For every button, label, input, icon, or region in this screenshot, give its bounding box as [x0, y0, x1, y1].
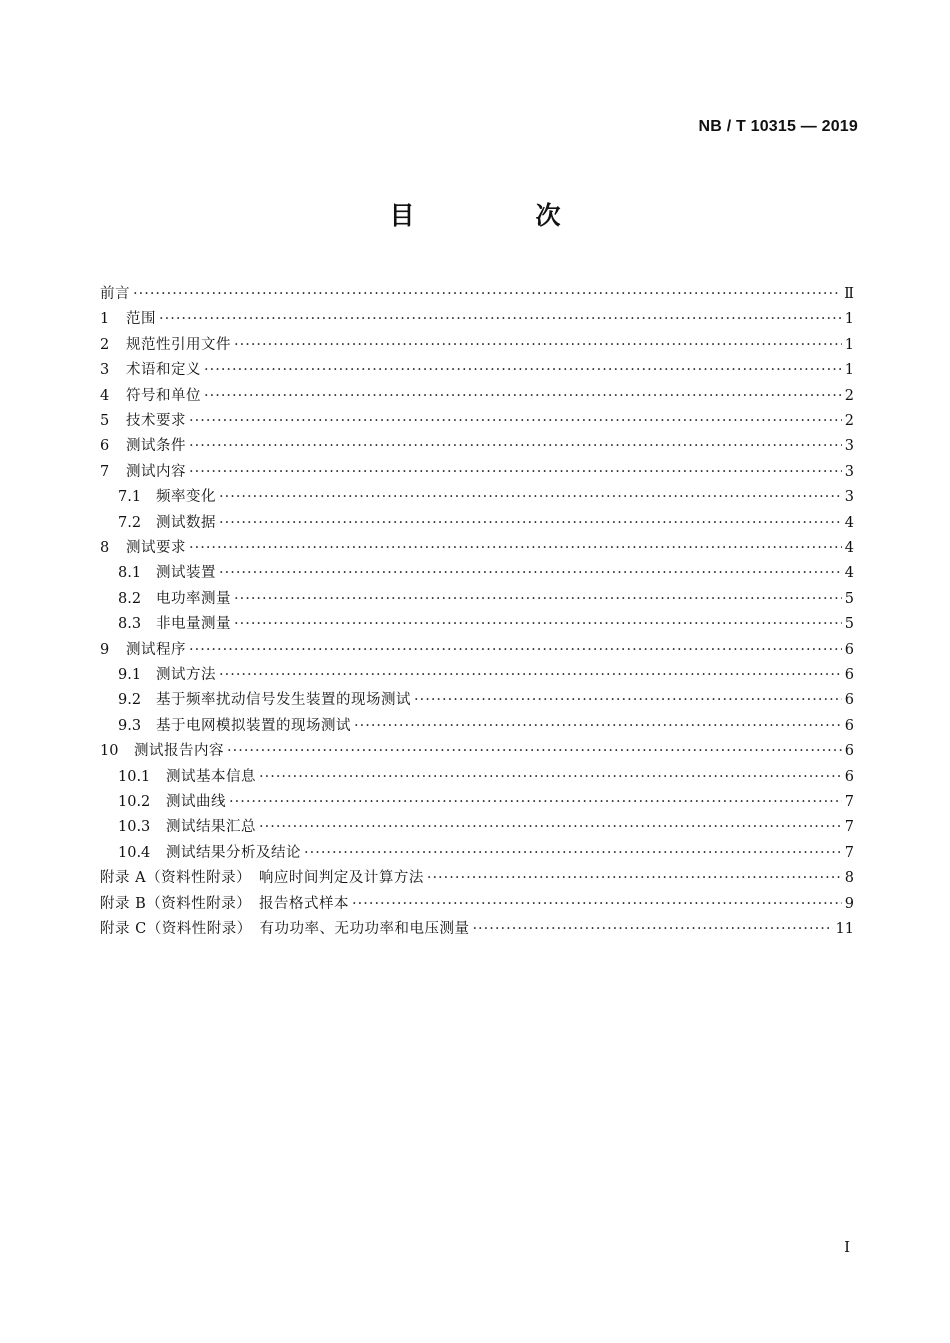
toc-leader-dots	[219, 515, 842, 531]
toc-entry-page: 6	[844, 768, 854, 785]
toc-leader-dots	[189, 540, 842, 556]
toc-entry[interactable]	[100, 587, 854, 609]
toc-leader-dots	[352, 896, 842, 912]
toc-leader-dots	[259, 819, 842, 835]
toc-entry-page: 7	[844, 819, 854, 836]
toc-leader-dots	[427, 870, 842, 886]
toc-entry-page: Ⅱ	[844, 286, 854, 302]
toc-entry-label: 范围	[126, 311, 156, 328]
toc-entry-page: 3	[844, 438, 854, 455]
toc-entry-page: 11	[835, 921, 854, 937]
toc-entry-label: 测试曲线	[166, 794, 226, 810]
toc-entry[interactable]	[100, 307, 854, 329]
toc-entry[interactable]	[100, 434, 854, 456]
toc-entry-page: 6	[844, 641, 854, 658]
toc-entry-number: 5	[100, 413, 110, 429]
toc-entry[interactable]	[100, 282, 854, 304]
toc-leader-dots	[234, 616, 842, 632]
toc-entry-label: 电功率测量	[156, 590, 231, 607]
toc-entry[interactable]	[100, 460, 854, 482]
toc-entry-number: 10.1	[118, 768, 151, 785]
toc-entry-number: 10.4	[118, 844, 151, 861]
toc-entry-page: 6	[844, 667, 854, 683]
toc-entry[interactable]	[100, 739, 854, 761]
toc-entry-number: 6	[100, 438, 110, 455]
toc-entry-number: 9	[100, 641, 110, 658]
toc-entry-label: 基于频率扰动信号发生装置的现场测试	[156, 692, 411, 709]
toc-entry-number: 1	[100, 311, 110, 328]
page-number: I	[844, 1238, 850, 1256]
toc-entry[interactable]	[100, 409, 854, 431]
toc-entry-label: 术语和定义	[126, 362, 201, 379]
toc-entry[interactable]	[100, 866, 854, 888]
toc-entry-page: 7	[844, 794, 854, 810]
toc-entry-label: 测试报告内容	[134, 743, 224, 760]
toc-entry-number: 8	[100, 540, 110, 556]
toc-leader-dots	[189, 413, 842, 429]
toc-leader-dots	[133, 286, 841, 302]
toc-entry-label: 基于电网模拟装置的现场测试	[156, 717, 351, 734]
toc-entry[interactable]	[100, 638, 854, 660]
toc-entry-number: 7	[100, 463, 110, 480]
toc-entry-page: 1	[844, 362, 854, 379]
toc-entry-label: 测试数据	[156, 514, 216, 531]
toc-entry-page: 2	[844, 387, 854, 404]
toc-entry-label: 附录 A（资料性附录） 响应时间判定及计算方法	[100, 870, 424, 887]
toc-leader-dots	[219, 489, 842, 505]
toc-entry-page: 5	[844, 616, 854, 633]
toc-entry-label: 频率变化	[156, 489, 216, 506]
toc-entry[interactable]	[100, 358, 854, 380]
page-title: 目 次	[389, 201, 609, 230]
toc-entry[interactable]	[100, 688, 854, 710]
toc-leader-dots	[414, 692, 842, 708]
toc-leader-dots	[354, 718, 842, 734]
toc-entry-label: 技术要求	[126, 413, 186, 429]
toc-entry-label: 测试装置	[156, 565, 216, 582]
toc-entry[interactable]	[100, 815, 854, 837]
toc-entry-label: 测试内容	[126, 463, 186, 480]
toc-entry[interactable]	[100, 841, 854, 863]
toc-entry[interactable]	[100, 485, 854, 507]
standard-number: NB / T 10315 — 2019	[698, 118, 858, 135]
toc-entry-label: 测试条件	[126, 438, 186, 455]
toc-entry[interactable]	[100, 790, 854, 812]
toc-entry-number: 8.3	[118, 616, 142, 633]
toc-entry-number: 9.1	[118, 667, 142, 683]
toc-entry[interactable]	[100, 536, 854, 558]
toc-entry[interactable]	[100, 917, 854, 939]
toc-entry-number: 10.3	[118, 819, 151, 836]
toc-entry[interactable]	[100, 612, 854, 634]
toc-entry-label: 测试基本信息	[166, 768, 256, 785]
toc-entry-number: 9.3	[118, 717, 142, 734]
toc-entry-page: 9	[844, 895, 854, 912]
toc-entry-page: 1	[844, 336, 854, 353]
toc-entry-page: 3	[844, 463, 854, 480]
toc-entry-label: 附录 C（资料性附录） 有功功率、无功功率和电压测量	[100, 921, 470, 937]
toc-entry[interactable]	[100, 892, 854, 914]
toc-entry-page: 2	[844, 413, 854, 429]
toc-entry-label: 前言	[100, 286, 130, 302]
toc-entry-label: 测试要求	[126, 540, 186, 556]
toc-entry-page: 6	[844, 692, 854, 709]
toc-entry-number: 7.2	[118, 514, 142, 531]
toc-entry[interactable]	[100, 663, 854, 685]
toc-entry-number: 8.1	[118, 565, 142, 582]
toc-leader-dots	[159, 311, 842, 327]
toc-entry-label: 测试程序	[126, 641, 186, 658]
toc-leader-dots	[204, 388, 842, 404]
toc-entry[interactable]	[100, 511, 854, 533]
toc-entry-number: 8.2	[118, 590, 142, 607]
toc-entry-page: 4	[844, 514, 854, 531]
toc-leader-dots	[472, 921, 832, 937]
toc-entry-label: 符号和单位	[126, 387, 201, 404]
toc-leader-dots	[304, 845, 842, 861]
toc-entry-number: 10	[100, 743, 119, 760]
toc-leader-dots	[204, 362, 842, 378]
toc-leader-dots	[219, 667, 842, 683]
toc-entry-label: 测试结果分析及结论	[166, 844, 301, 861]
toc-entry[interactable]	[100, 714, 854, 736]
toc-entry-page: 5	[844, 590, 854, 607]
toc-leader-dots	[189, 642, 842, 658]
toc-entry-page: 4	[844, 565, 854, 582]
toc-leader-dots	[229, 794, 842, 810]
toc-entry-label: 附录 B（资料性附录） 报告格式样本	[100, 895, 350, 912]
toc-entry-label: 测试结果汇总	[166, 819, 256, 836]
toc-entry[interactable]	[100, 333, 854, 355]
toc-entry-number: 7.1	[118, 489, 142, 506]
toc-entry-page: 4	[844, 540, 854, 556]
toc-leader-dots	[189, 438, 842, 454]
toc-leader-dots	[219, 565, 842, 581]
toc-leader-dots	[189, 464, 842, 480]
toc-leader-dots	[259, 769, 842, 785]
toc-entry-page: 6	[844, 717, 854, 734]
toc-entry-label: 规范性引用文件	[126, 336, 231, 353]
toc-entry-page: 8	[844, 870, 854, 887]
toc-entry[interactable]	[100, 765, 854, 787]
toc-entry-page: 6	[844, 743, 854, 760]
toc-leader-dots	[234, 337, 842, 353]
toc-leader-dots	[227, 743, 842, 759]
toc-entry-number: 3	[100, 362, 110, 379]
toc-entry-page: 7	[844, 844, 854, 861]
toc-entry-page: 1	[844, 311, 854, 328]
toc-leader-dots	[234, 591, 842, 607]
toc-entry[interactable]	[100, 561, 854, 583]
toc-entry-page: 3	[844, 489, 854, 506]
toc-entry-number: 2	[100, 336, 110, 353]
toc-entry-number: 9.2	[118, 692, 142, 709]
toc-entry-label: 非电量测量	[156, 616, 231, 633]
toc-entry-number: 10.2	[118, 794, 151, 810]
toc-entry-label: 测试方法	[156, 667, 216, 683]
toc-entry-number: 4	[100, 387, 110, 404]
toc-entry[interactable]	[100, 384, 854, 406]
